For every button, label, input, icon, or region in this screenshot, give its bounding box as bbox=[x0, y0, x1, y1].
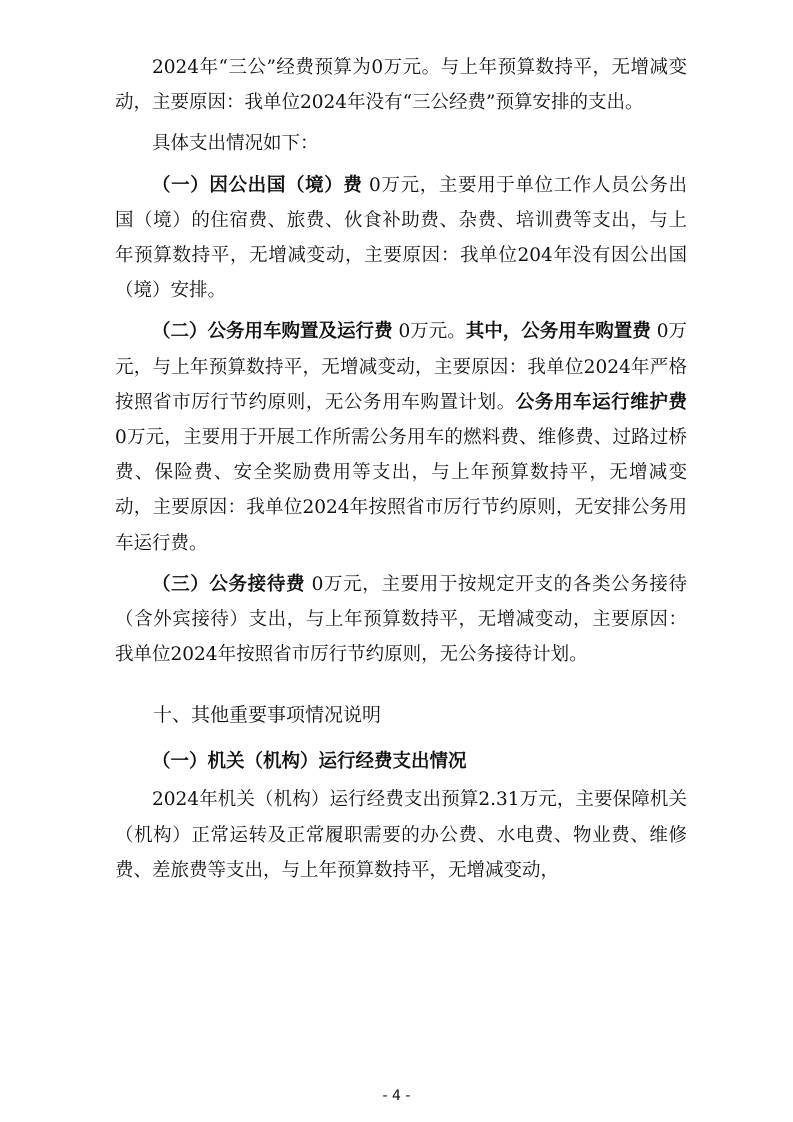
reception-title: （三）公务接待费 bbox=[152, 573, 306, 595]
reception-text: 0万元，主要用于按规定开支的各类公务接待（含外宾接待）支出，与上年预算数持平，无增减变动，主要原因：我单位2024年按照省市厉行节约原则，无公务接待计划。 bbox=[115, 573, 687, 666]
overseas-travel-text: 0万元，主要用于单位工作人员公务出国（境）的住宿费、旅费、伙食补助费、杂费、培训费等支出，与上年预算数持平，无增减变动，主要原因：我单位204年没有因公出国（境）安排。 bbox=[115, 174, 687, 302]
section-ten-heading: 十、其他重要事项情况说明 bbox=[153, 704, 382, 727]
vehicle-purchase-text: 0万元，与上年预算数持平，无增减变动，主要原因：我单位2024年严格按照省市厉行节约原则，无公务用车购置计划。 bbox=[115, 321, 687, 413]
section-ten-subheading: （一）机关（机构）运行经费支出情况 bbox=[152, 751, 467, 773]
paragraph-official-reception bbox=[115, 567, 687, 673]
vehicles-title: （二）公务用车购置及运行费 bbox=[152, 321, 393, 343]
vehicle-operation-title: 公务用车运行维护费 bbox=[515, 391, 687, 413]
vehicles-text: 0万元。 bbox=[392, 321, 466, 343]
paragraph-official-vehicles bbox=[115, 314, 687, 560]
paragraph-overseas-travel bbox=[115, 168, 687, 309]
paragraph-three-public-total: 2024年“三公”经费预算为0万元。与上年预算数持平，无增减变动，主要原因：我单位2024年没有“三公经费”预算安排的支出。 bbox=[115, 57, 687, 114]
page-content bbox=[115, 50, 687, 888]
vehicle-purchase-title: 其中，公务用车购置费 bbox=[465, 321, 651, 343]
vehicle-operation-text: 0万元，主要用于开展工作所需公务用车的燃料费、维修费、过路过桥费、保险费、安全奖励费用等支出，与上年预算数持平，无增减变动，主要原因：我单位2024年按照省市厉行节约原则，无安排公务用车运行费。 bbox=[115, 427, 687, 554]
overseas-travel-title: （一）因公出国（境）费 bbox=[152, 174, 363, 196]
paragraph-operating-expenses: 2024年机关（机构）运行经费支出预算2.31万元，主要保障机关（机构）正常运转及正常履职需要的办公费、水电费、物业费、维修费、差旅费等支出，与上年预算数持平，无增减变动， bbox=[115, 789, 687, 881]
paragraph-details-intro: 具体支出情况如下： bbox=[152, 133, 319, 155]
page-number: - 4 - bbox=[382, 1088, 411, 1104]
